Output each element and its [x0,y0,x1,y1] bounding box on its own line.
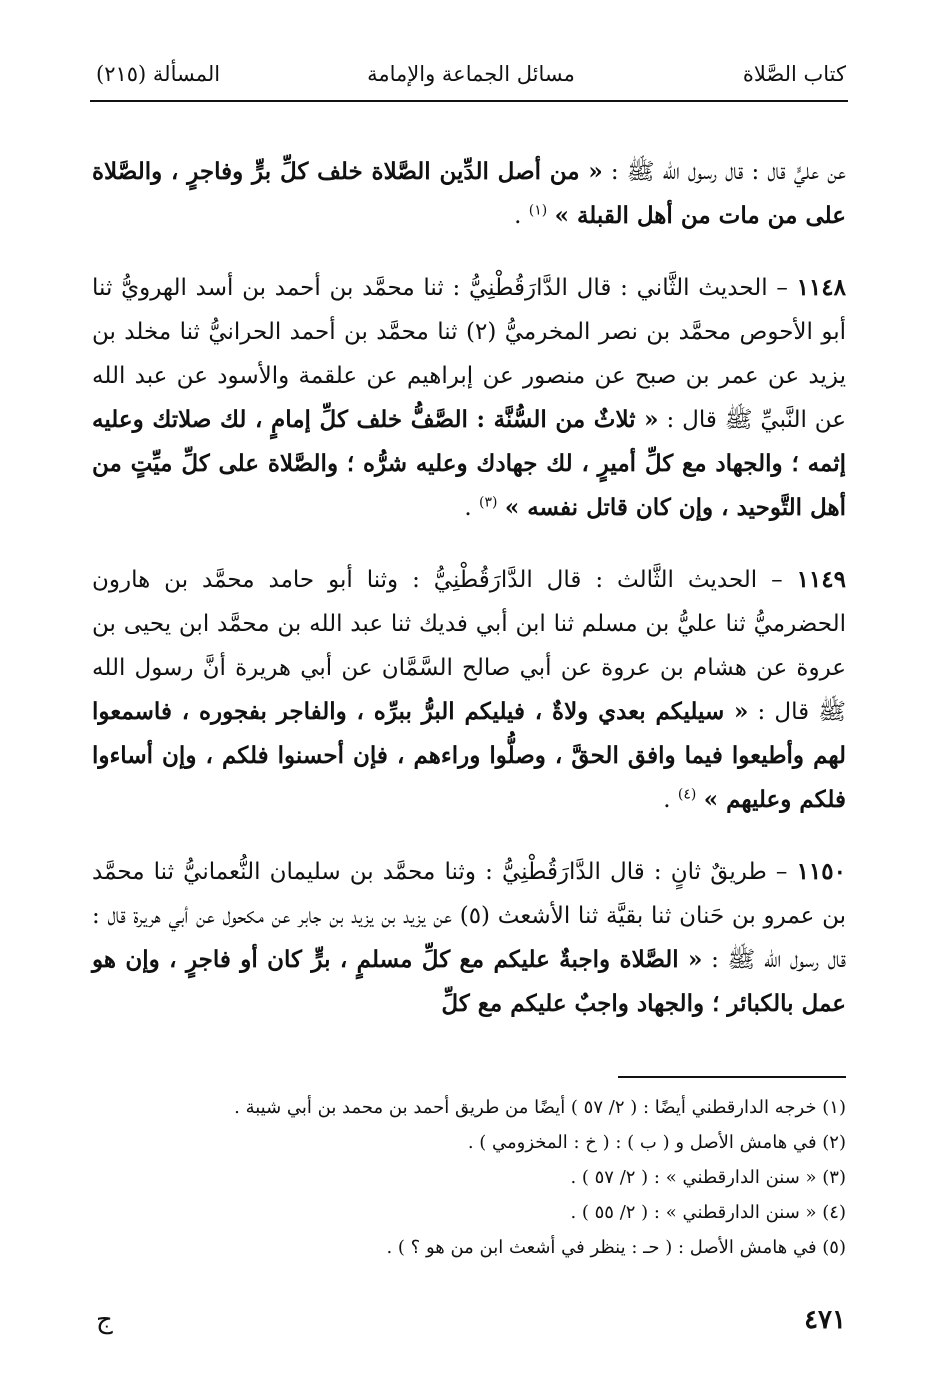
footnotes [100,1090,846,1265]
paragraph-lead: – الحديث الثَّالث : قال الدَّارَقُطْنِيُّ : وثنا أبو حامد محمَّد بن هارون الحضرميُّ ثنا عليُّ بن مسلم ثنا ابن أبي فديك ثنا عبد الله بن محمَّد ابن يحيى بن عروة عن هشام بن عروة عن أبي صالح السَّمَّان عن أبي هريرة أنَّ رسول الله ﷺ قال : [92,567,846,725]
paragraph-lead: – الحديث الثَّاني : قال الدَّارَقُطْنِيُّ : ثنا محمَّد بن أحمد بن أسد الهرويُّ ثنا أبو الأحوص محمَّد بن نصر المخرميُّ (٢) ثنا محمَّد بن أحمد الحرانيُّ ثنا مخلد بن يزيد عن عمر بن صبح عن منصور عن إبراهيم عن علقمة والأسود عن عبد الله عن النَّبيِّ ﷺ قال : [92,275,847,433]
paragraph-tail: . [514,203,529,229]
book-title: كتاب الصَّلاة [742,62,846,86]
hadith-quote: « سيليكم بعدي ولاةٌ ، فيليكم البرُّ ببرِّه ، والفاجر بفجوره ، فاسمعوا لهم وأطيعوا فيما وافق الحقَّ ، وصلُّوا وراءهم ، فإن أحسنوا فلكم ، وإن أساءوا فلكم وعليهم » [92,698,846,813]
hadith-quote: « من أصل الدِّين الصَّلاة خلف كلِّ برٍّ وفاجرٍ ، والصَّلاة على من مات من أهل القبلة » [92,158,846,229]
page-number: ٤٧١ [804,1305,846,1335]
footnote-ref: (١) [528,202,548,219]
footnote: (٣) « سنن الدارقطني » : ( ٢/ ٥٧ ) . [570,1167,846,1188]
hadith-quote: « ثلاثٌ من السُّنَّة : الصَّفُّ خلف كلِّ إمامٍ ، لك صلاتك وعليه إثمه ؛ والجهاد مع كلِّ أميرٍ ، لك جهادك وعليه شرُّه ؛ والصَّلاة على كلِّ ميِّتٍ من أهل التَّوحيد ، وإن كان قاتل نفسه » [92,406,846,521]
page-footer [96,1300,846,1340]
paragraph [92,266,846,530]
hadith-number: ١١٤٨ [796,274,846,301]
chapter-title: مسائل الجماعة والإمامة [367,62,575,86]
paragraph [92,150,846,238]
footnote-ref: (٣) [479,494,498,511]
running-header [96,58,846,90]
footnote: (٤) « سنن الدارقطني » : ( ٢/ ٥٥ ) . [570,1202,846,1223]
hadith-quote: « الصَّلاة واجبةٌ عليكم مع كلِّ مسلمٍ ، برٍّ كان أو فاجرٍ ، وإن هو عمل بالكبائر ؛ والجهاد واجبٌ عليكم مع كلِّ [92,946,846,1017]
footnote-ref: (٤) [677,786,697,803]
footnote-divider [618,1076,846,1078]
main-text [92,150,846,1054]
footnote: (٥) في هامش الأصل : ( حـ : ينظر في أشعث ابن من هو ؟ ) . [386,1237,846,1258]
paragraph-tail: . [663,787,678,813]
hadith-number: ١١٥٠ [796,858,846,885]
paragraph-tail: . [464,495,480,521]
paragraph-lead: – طريقٌ ثانٍ : قال الدَّارَقُطْنِيُّ : وثنا محمَّد بن سليمان النُّعمانيُّ ثنا محمَّد بن عمرو بن حَنان ثنا بقيَّة ثنا الأشعث (٥) عن يزيد بن يزيد بن جابر عن مكحول عن أبي هريرة قال : قال رسول الله ﷺ : [92,859,847,973]
hadith-number: ١١٤٩ [796,566,846,593]
signature-mark: ج [96,1305,113,1335]
paragraph-lead: عن عليٍّ قال : قال رسول الله ﷺ : [602,159,846,185]
footnote: (١) خرجه الدارقطني أيضًا : ( ٢/ ٥٧ ) أيضًا من طريق أحمد بن محمد بن أبي شيبة . [234,1097,846,1118]
issue-label: المسألة (٢١٥) [96,62,221,86]
paragraph [92,558,846,822]
footnote: (٢) في هامش الأصل و ( ب ) : ( خ : المخزومي ) . [467,1132,846,1153]
header-divider [90,100,848,102]
paragraph [92,850,846,1026]
